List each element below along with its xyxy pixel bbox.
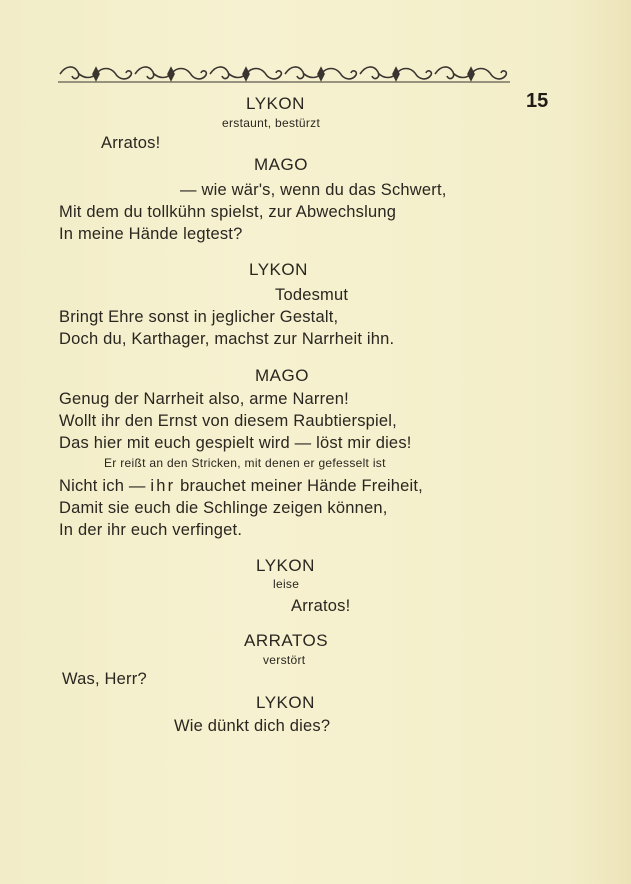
- stage-direction: erstaunt, bestürzt: [222, 116, 321, 130]
- verse-line: Bringt Ehre sonst in jeglicher Gestalt,: [59, 308, 339, 326]
- speaker-mago: MAGO: [255, 366, 309, 385]
- stage-direction: verstört: [263, 653, 306, 667]
- verse-line: Doch du, Karthager, machst zur Narrheit ihn.: [59, 330, 395, 348]
- speaker-lykon: LYKON: [246, 94, 305, 113]
- verse-line: Damit sie euch die Schlinge zeigen können,: [59, 499, 388, 517]
- ornament-diamond: [468, 68, 474, 80]
- verse-line: Was, Herr?: [62, 670, 147, 688]
- verse-line: Mit dem du tollkühn spielst, zur Abwechslung: [59, 203, 397, 221]
- verse-line: [59, 477, 423, 496]
- speaker-lykon: LYKON: [256, 556, 315, 575]
- ornament-diamond: [243, 68, 249, 80]
- speaker-lykon: LYKON: [256, 693, 315, 712]
- ornament-diamond: [318, 68, 324, 80]
- verse-line: Genug der Narrheit also, arme Narren!: [59, 390, 349, 408]
- emphasized-word: ihr: [150, 477, 176, 495]
- ornamental-header-border: [58, 64, 510, 84]
- page-number: 15: [526, 90, 549, 112]
- verse-line: Arratos!: [291, 597, 351, 615]
- verse-line: Wollt ihr den Ernst von diesem Raubtierspiel,: [59, 412, 397, 430]
- verse-segment: Nicht ich —: [59, 477, 151, 495]
- ornament-diamond: [393, 68, 399, 80]
- ornament-diamond: [93, 68, 99, 80]
- stage-direction: leise: [273, 577, 300, 591]
- verse-line: Das hier mit euch gespielt wird — löst mir dies!: [59, 434, 412, 452]
- verse-line: In meine Hände legtest?: [59, 225, 243, 243]
- verse-line: Arratos!: [101, 134, 161, 152]
- verse-line: Todesmut: [275, 286, 349, 304]
- speaker-arratos: ARRATOS: [244, 631, 329, 650]
- verse-line: — wie wär's, wenn du das Schwert,: [180, 181, 447, 199]
- speaker-lykon: LYKON: [249, 260, 308, 279]
- verse-segment: brauchet meiner Hände Freiheit,: [175, 477, 423, 495]
- stage-direction: Er reißt an den Stricken, mit denen er gefesselt ist: [104, 456, 386, 470]
- speaker-mago: MAGO: [254, 155, 308, 174]
- verse-line: Wie dünkt dich dies?: [174, 717, 331, 735]
- verse-line: In der ihr euch verfinget.: [59, 521, 243, 539]
- ornament-diamond: [168, 68, 174, 80]
